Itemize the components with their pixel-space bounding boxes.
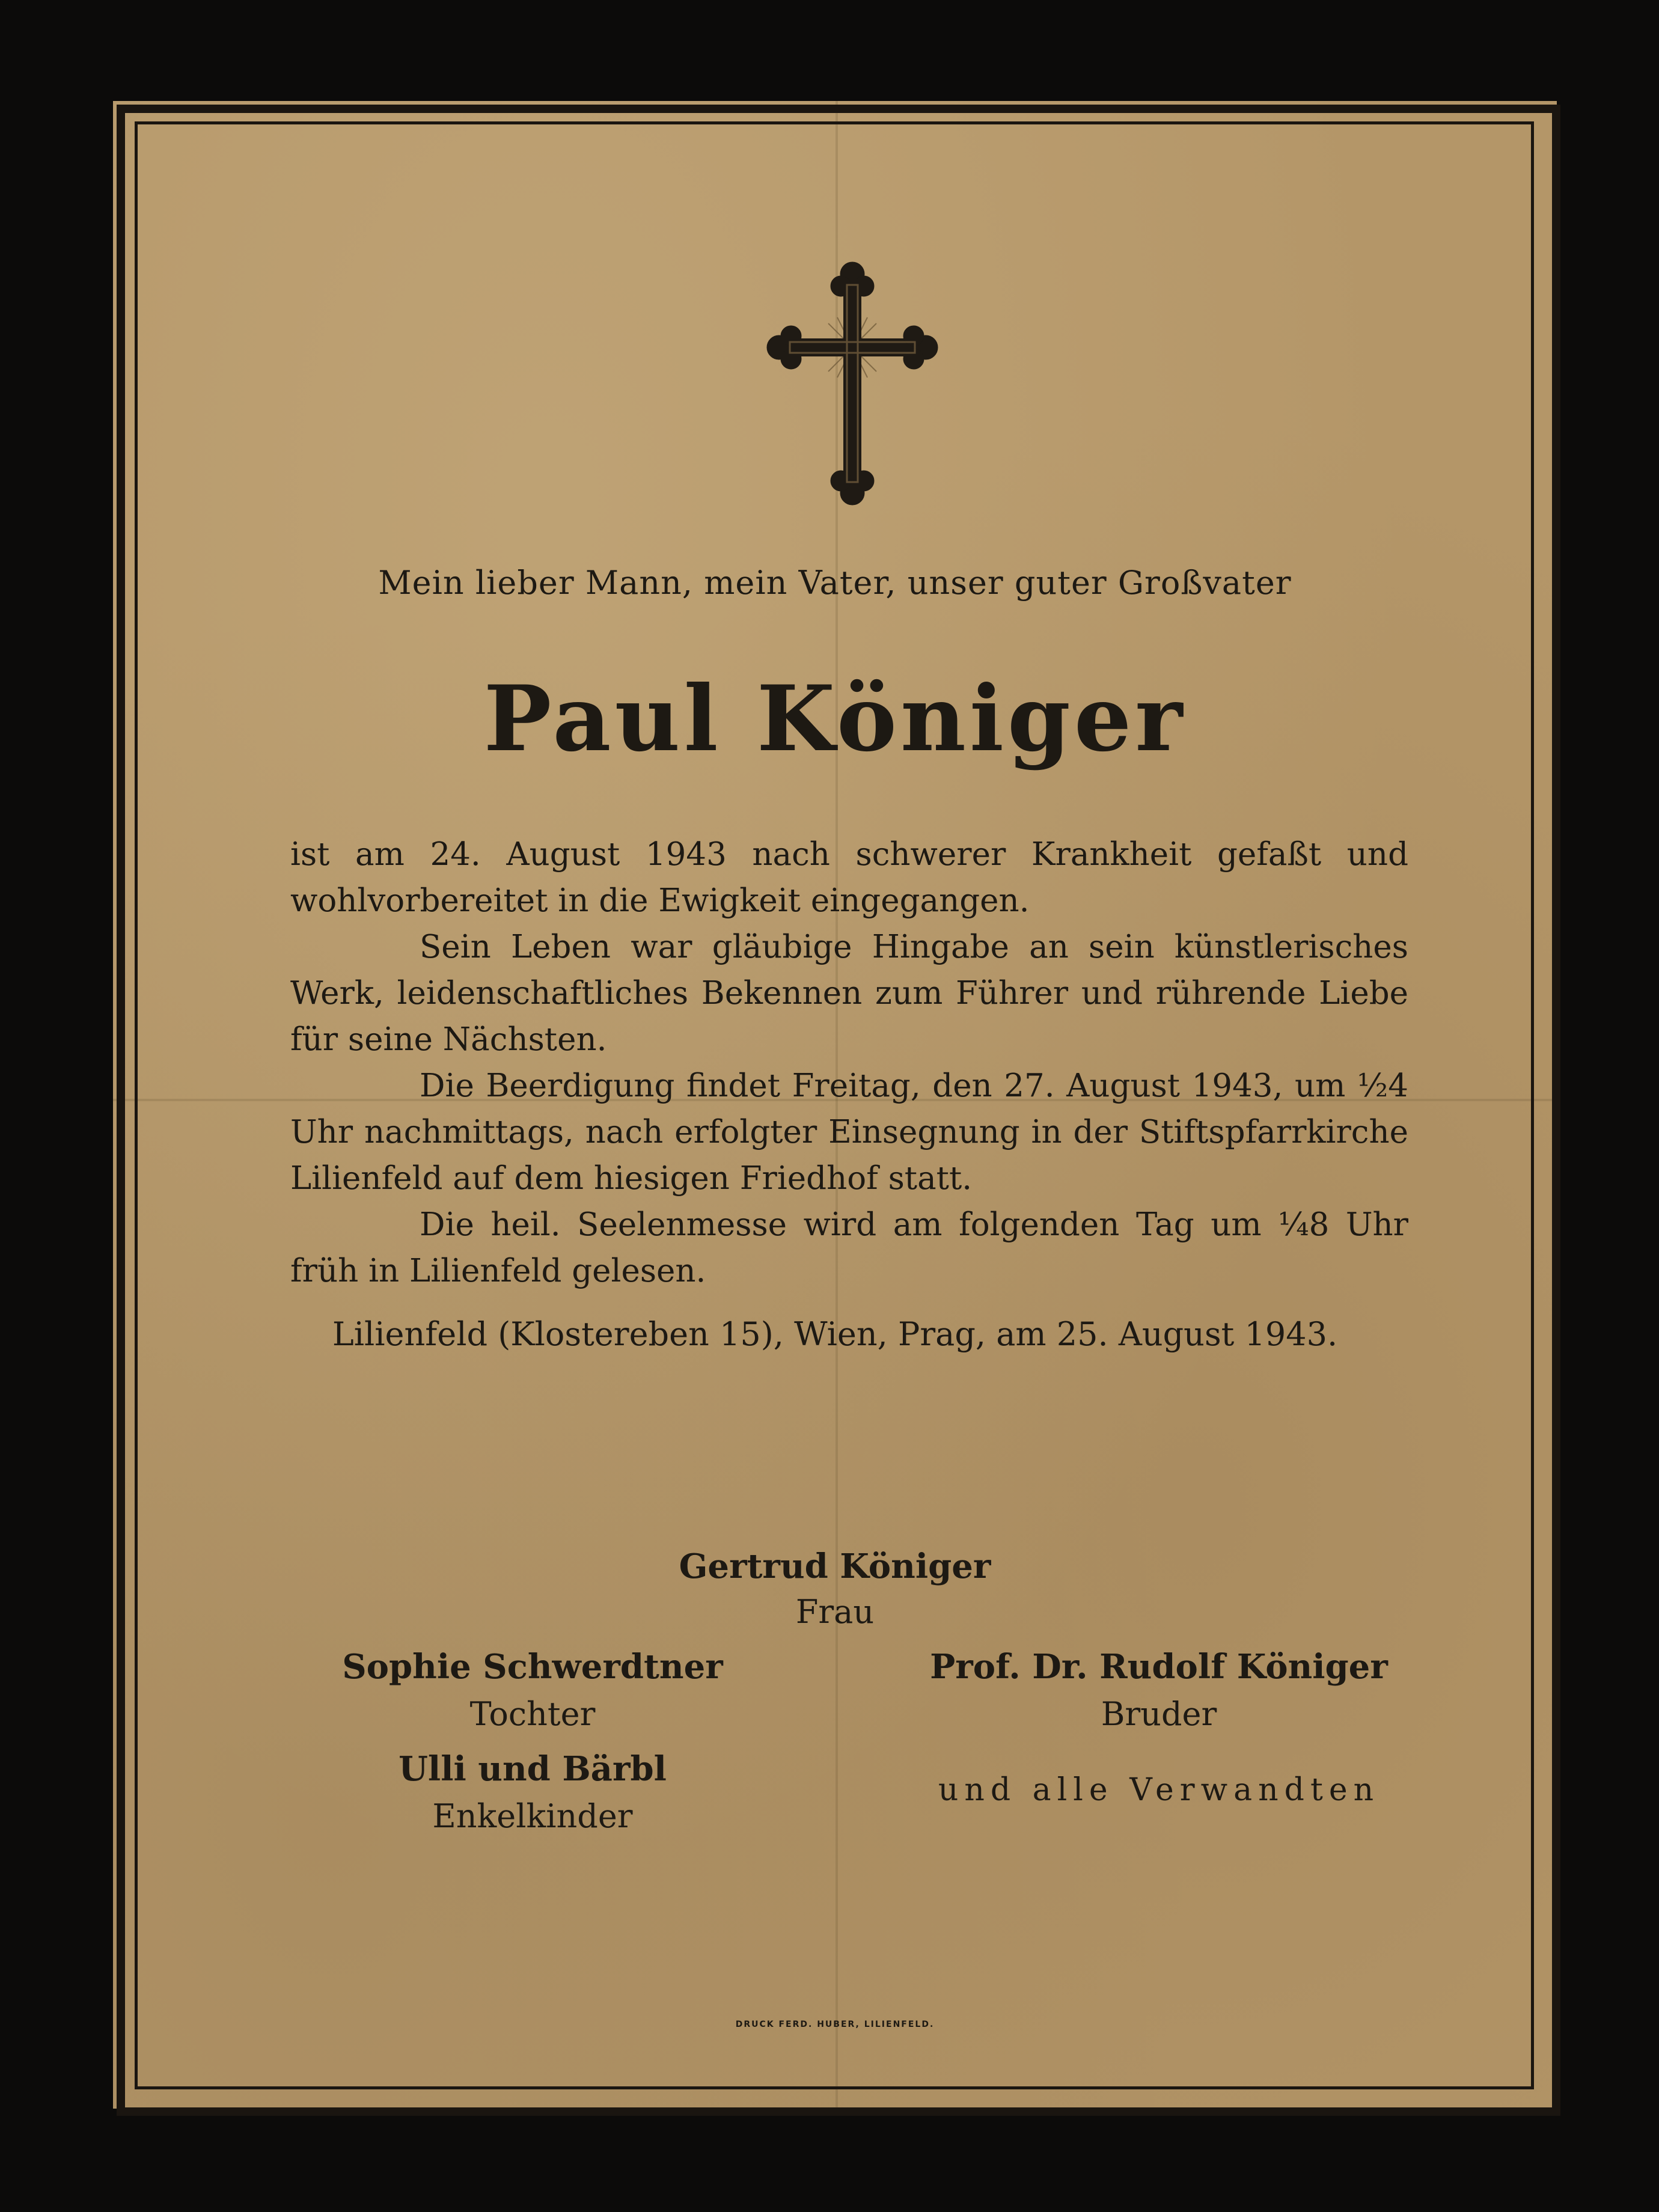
relatives-line: und alle Verwandten [938, 1772, 1380, 1808]
paragraph-funeral: Die Beerdigung findet Freitag, den 27. August 1943, um ½4 Uhr nachmittags, nach erfolgter Einsegnung in der Stiftspfarrkirche Lilienfeld auf dem hiesigen Friedhof statt. [290, 1068, 1408, 1197]
paragraph-mass: Die heil. Seelenmesse wird am folgenden Tag um ¼8 Uhr früh in Lilienfeld gelesen. [290, 1206, 1408, 1289]
mourner-brother-name: Prof. Dr. Rudolf Königer [930, 1647, 1388, 1687]
mourner-brother-role: Bruder [1101, 1695, 1217, 1733]
mourner-grandchildren-name: Ulli und Bärbl [399, 1749, 667, 1789]
deceased-name: Paul Königer [483, 666, 1187, 772]
mourner-daughter-name: Sophie Schwerdtner [342, 1647, 723, 1687]
mourner-daughter-role: Tochter [469, 1695, 596, 1733]
paragraph-death: ist am 24. August 1943 nach schwerer Krankheit gefaßt und wohlvorbereitet in die Ewigkeit eingegangen. [290, 836, 1408, 919]
trefoil-cross-icon [762, 257, 943, 510]
place-and-date: Lilienfeld (Klostereben 15), Wien, Prag, am 25. August 1943. [332, 1315, 1338, 1353]
announcement-text [290, 831, 1408, 1294]
obituary-card [113, 101, 1557, 2109]
intro-line: Mein lieber Mann, mein Vater, unser guter Großvater [378, 564, 1292, 602]
paragraph-life: Sein Leben war gläubige Hingabe an sein künstlerisches Werk, leidenschaftliches Bekennen zum Führer und rührende Liebe für seine Nächsten. [290, 929, 1408, 1058]
mourner-grandchildren-role: Enkelkinder [432, 1797, 633, 1835]
mourner-wife-name: Gertrud Königer [679, 1547, 991, 1586]
printer-imprint: DRUCK FERD. HUBER, LILIENFELD. [735, 2020, 935, 2029]
mourner-wife-role: Frau [795, 1593, 875, 1631]
